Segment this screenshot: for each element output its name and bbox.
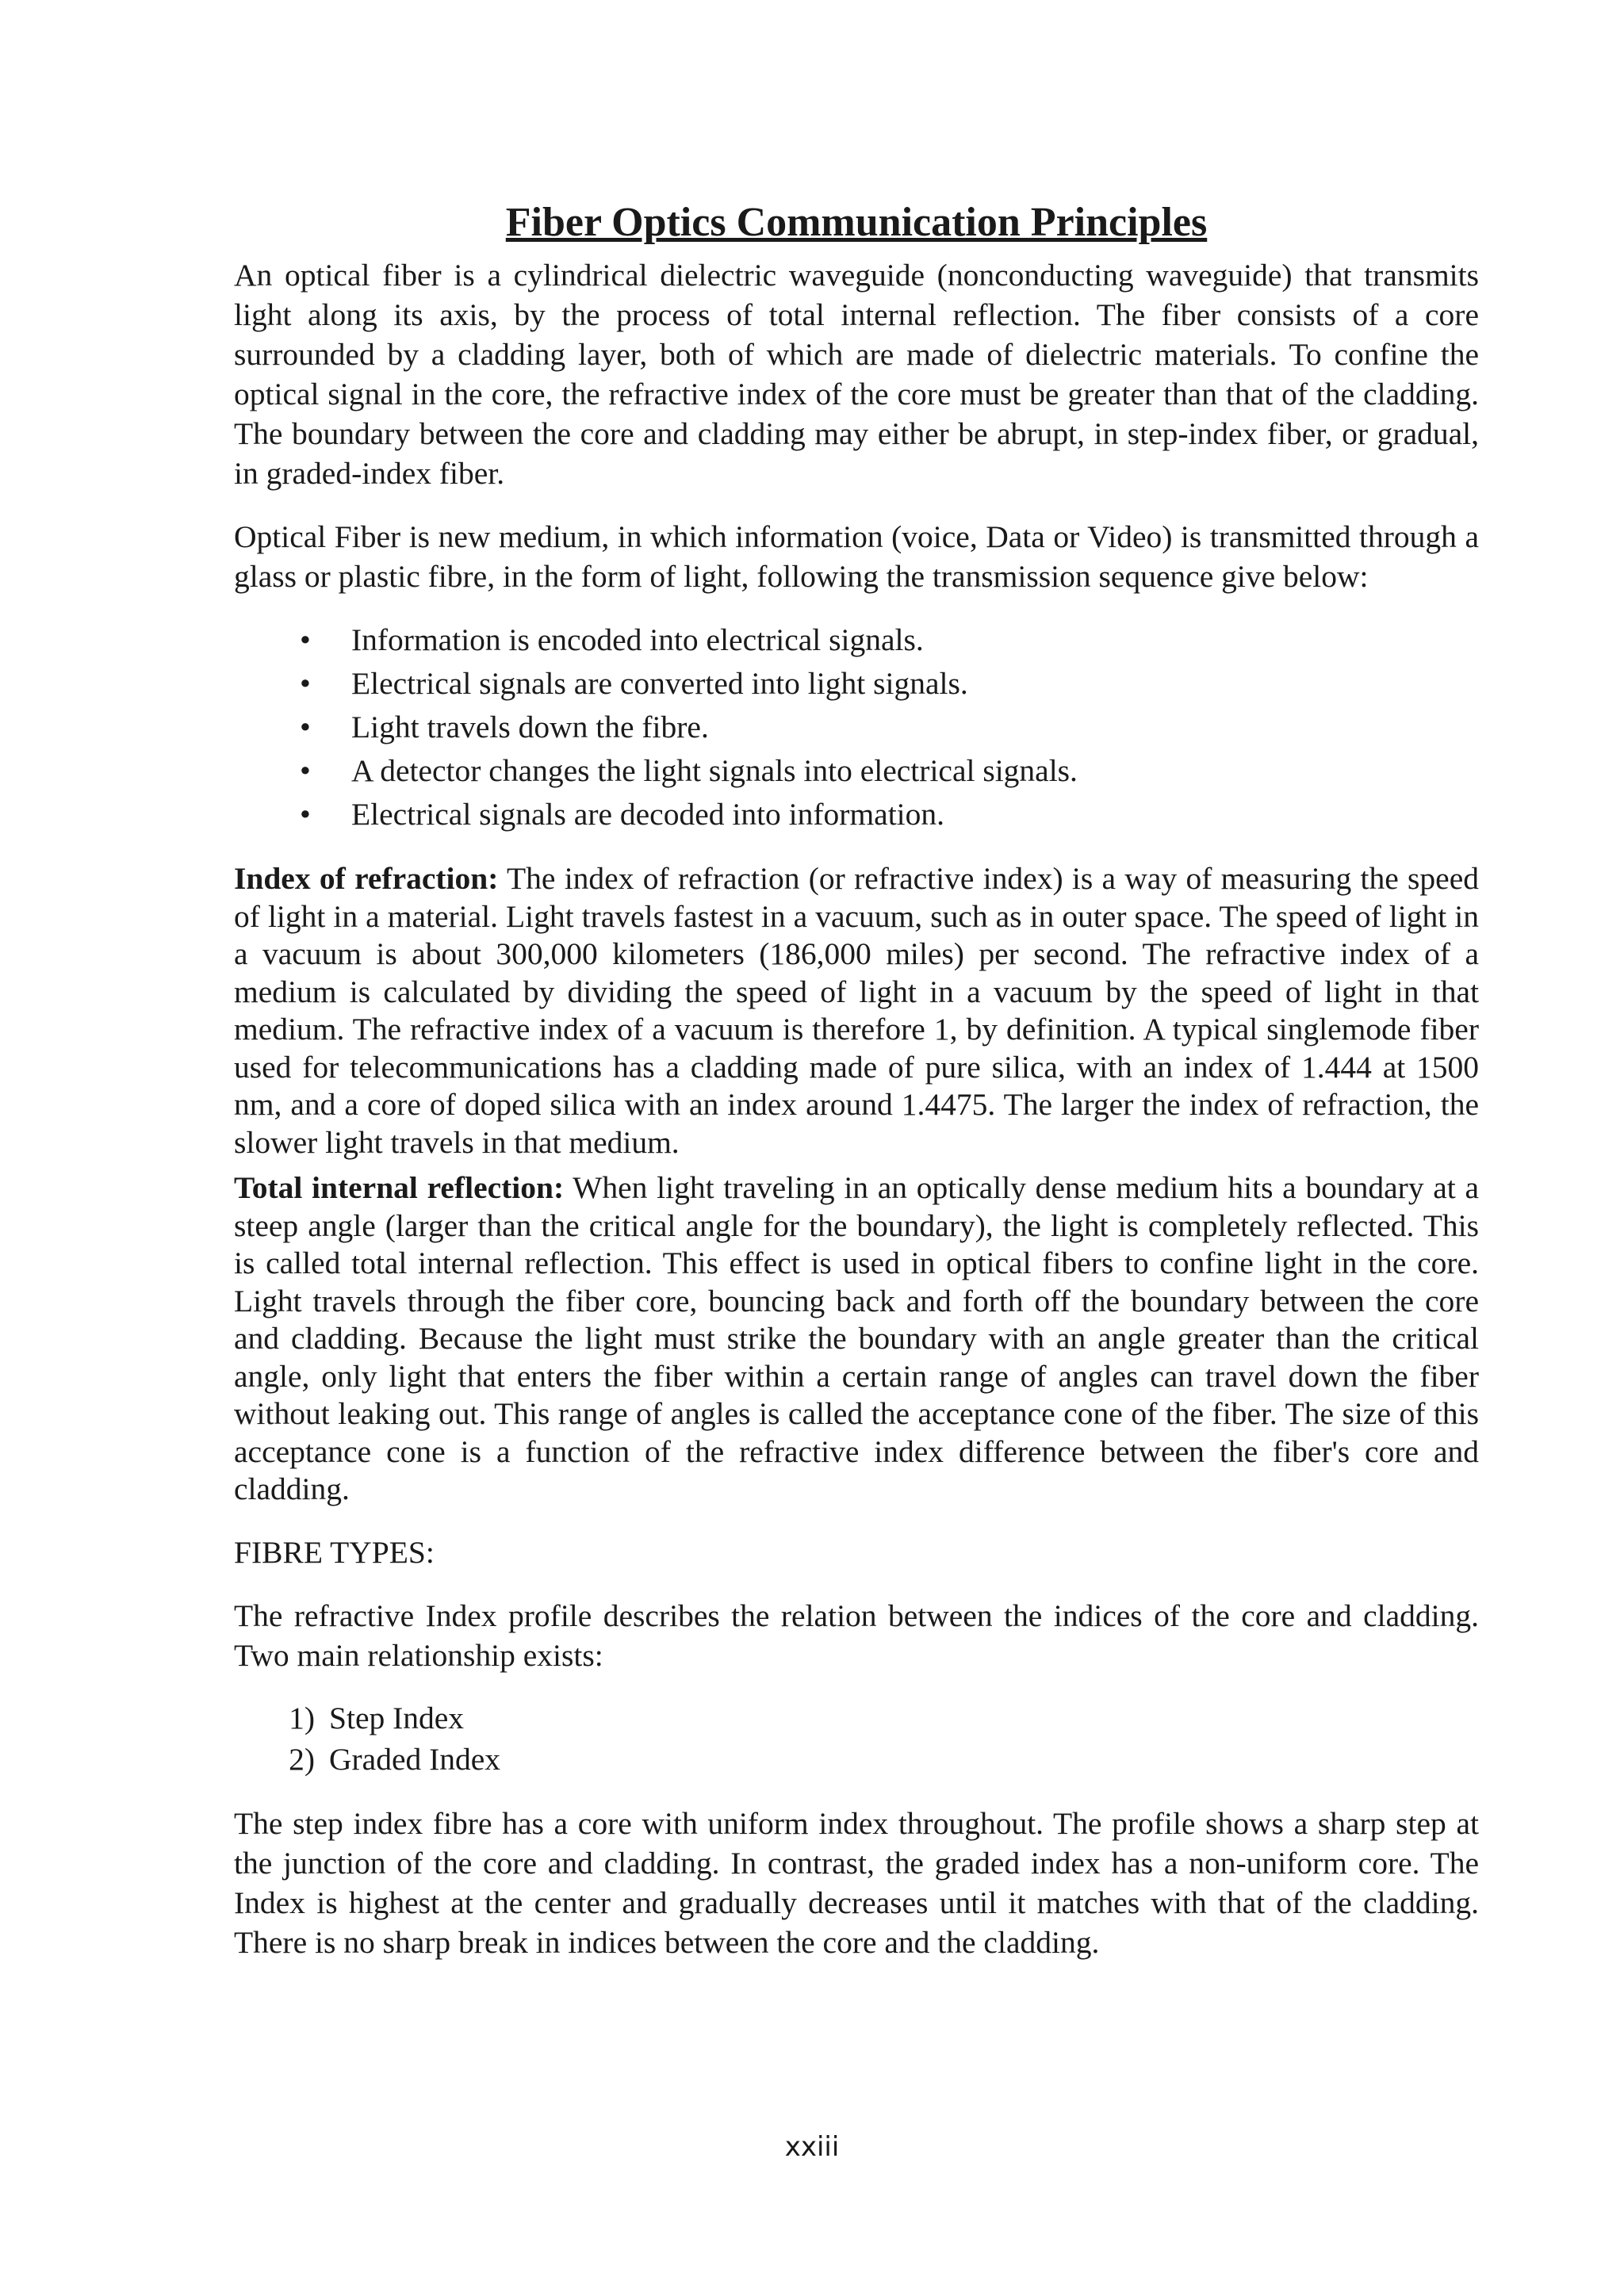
document-page [234,198,1479,1962]
index-of-refraction-text: The index of refraction (or refractive index) is a way of measuring the speed of light in a material. Light travels fastest in a vacuum, such as in outer space. The speed of light in a vacuum is about 300,000 kilometers (186,000 miles) per second. The refractive index of a medium is calculated by dividing the speed of light in a vacuum by the speed of light in that medium. The refractive index of a vacuum is therefore 1, by definition. A typical singlemode fiber used for telecommunications has a cladding made of pure silica, with an index of 1.444 at 1500 nm, and a core of doped silica with an index around 1.4475. The larger the index of refraction, the slower light travels in that medium. [234,861,1479,1160]
list-item: • Electrical signals are decoded into information. [234,793,1479,836]
list-item-number: 1) [289,1700,315,1735]
list-item: • Information is encoded into electrical signals. [234,618,1479,662]
list-item: • Electrical signals are converted into light signals. [234,662,1479,706]
list-item: • Light travels down the fibre. [234,706,1479,749]
total-internal-reflection-heading: Total internal reflection: [234,1170,565,1205]
fibre-types-list [234,1697,1479,1780]
list-item-label: Graded Index [329,1741,501,1777]
index-of-refraction-heading: Index of refraction: [234,861,499,896]
medium-paragraph: Optical Fiber is new medium, in which information (voice, Data or Video) is transmitted through a glass or plastic fibre, in the form of light, following the transmission sequence give below: [234,519,1479,594]
index-of-refraction-paragraph [234,860,1479,1161]
total-internal-reflection-text: When light traveling in an optically dense medium hits a boundary at a steep angle (larger than the critical angle for the boundary), the light is completely reflected. This is called total internal reflection. This effect is used in optical fibers to confine light in the core. Light travels through the fiber core, bouncing back and forth off the boundary between the core and cladding. Because the light must strike the boundary with an angle greater than the critical angle, only light that enters the fiber within a certain range of angles can travel down the fiber without leaking out. This range of angles is called the acceptance cone of the fiber. The size of this acceptance cone is a function of the refractive index difference between the fiber's core and cladding. [234,1170,1479,1506]
fibre-types-closing: The step index fibre has a core with uniform index throughout. The profile shows a sharp step at the junction of the core and cladding. In contrast, the graded index has a non-uniform core. The Index is highest at the center and gradually decreases until it matches with that of the cladding. There is no sharp break in indices between the core and the cladding. [234,1805,1479,1960]
list-item [234,1739,1479,1780]
page-number: xxiii [784,2131,840,2163]
list-item: • A detector changes the light signals into electrical signals. [234,749,1479,793]
list-item [234,1697,1479,1739]
list-item-number: 2) [289,1741,315,1777]
intro-paragraph: An optical fiber is a cylindrical dielectric waveguide (nonconducting waveguide) that transmits light along its axis, by the process of total internal reflection. The fiber consists of a core surrounded by a cladding layer, both of which are made of dielectric materials. To confine the optical signal in the core, the refractive index of the core must be greater than that of the cladding. The boundary between the core and cladding may either be abrupt, in step-index fiber, or gradual, in graded-index fiber. [234,258,1479,491]
fibre-types-heading: FIBRE TYPES: [234,1534,435,1570]
transmission-sequence-list [234,618,1479,836]
total-internal-reflection-paragraph [234,1169,1479,1509]
page-title: Fiber Optics Communication Principles [505,200,1208,245]
fibre-types-intro: The refractive Index profile describes the relation between the indices of the core and cladding. Two main relationship exists: [234,1598,1479,1673]
list-item-label: Step Index [329,1700,465,1735]
